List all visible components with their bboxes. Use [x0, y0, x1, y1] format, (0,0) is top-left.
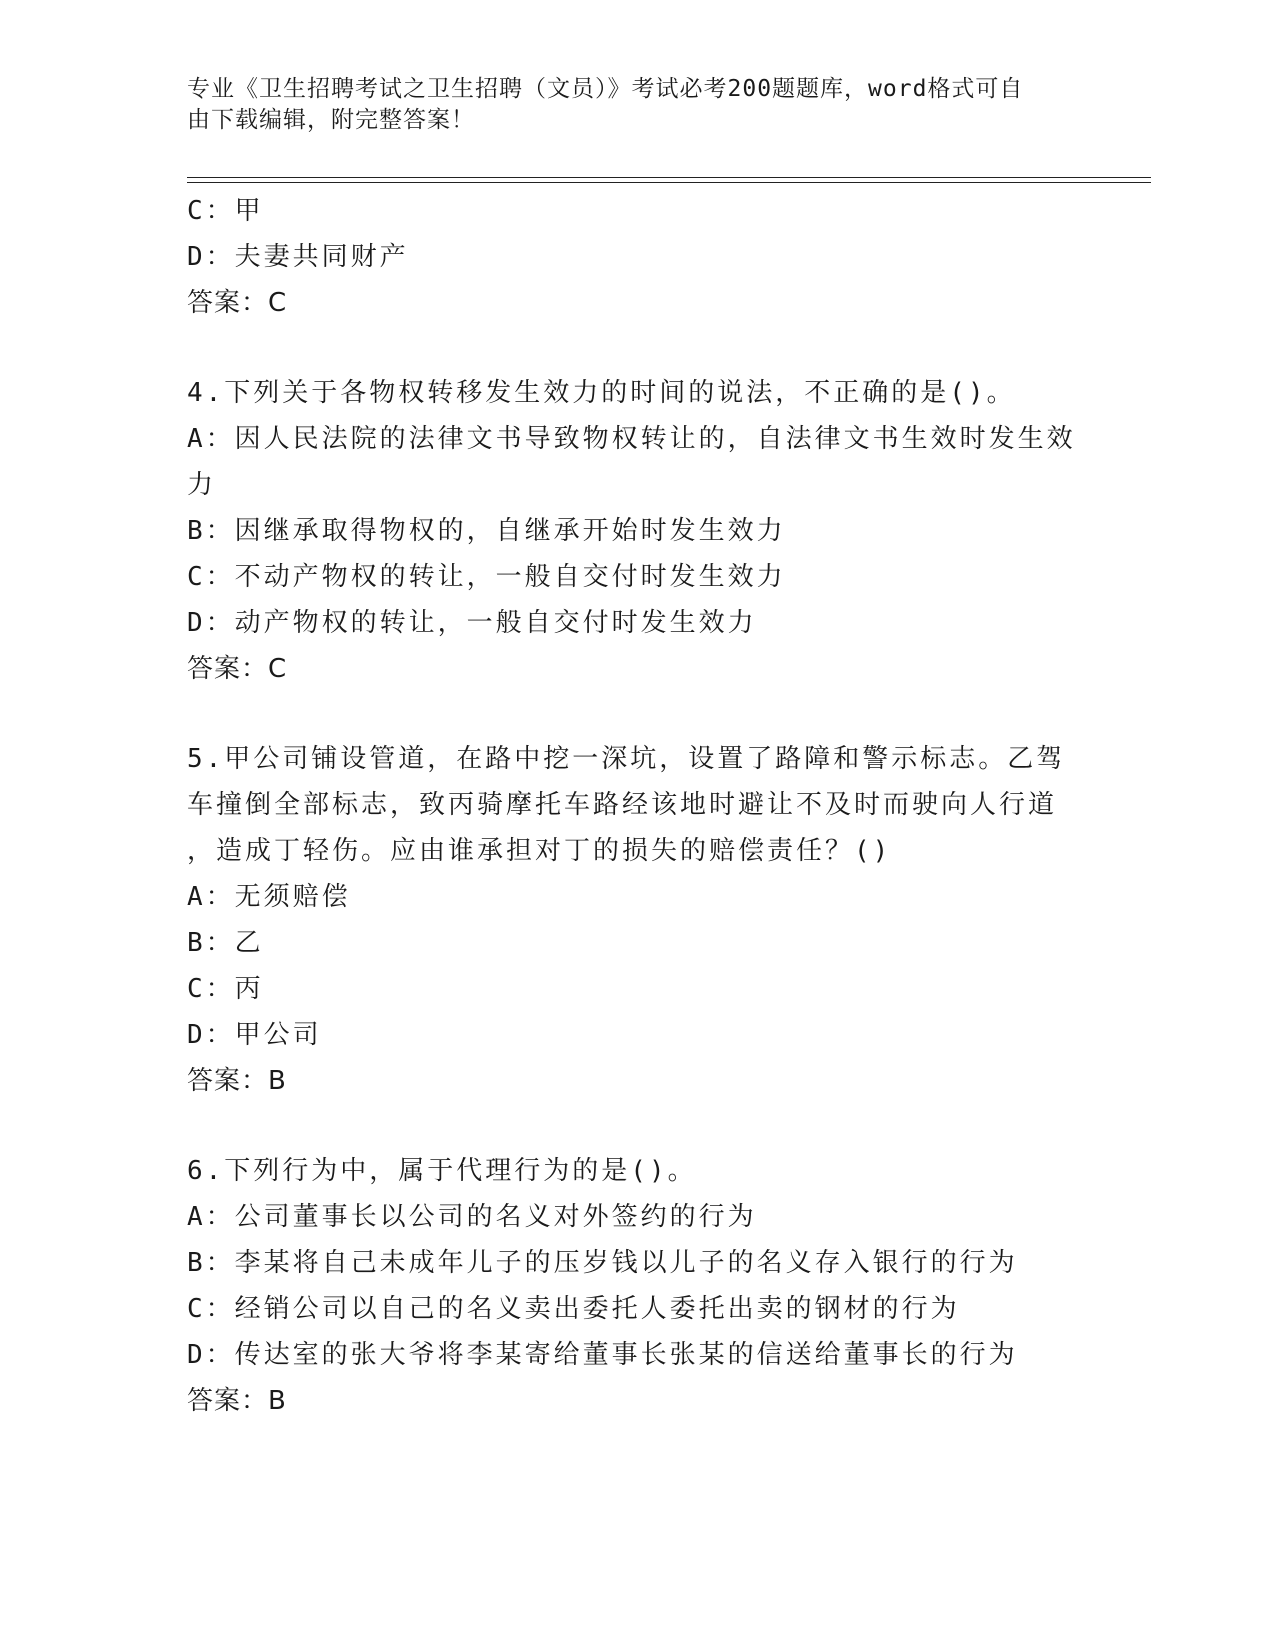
option-c: C：丙	[187, 974, 264, 1004]
answer: 答案：B	[187, 1386, 287, 1416]
spacer	[187, 326, 1087, 370]
spacer	[187, 1104, 1087, 1148]
document-header	[187, 74, 1087, 136]
option-a-line-1: A：因人民法院的法律文书导致物权转让的，自法律文书生效时发生效	[187, 424, 1076, 454]
question-stem-line-3: ，造成丁轻伤。应由谁承担对丁的损失的赔偿责任？()	[187, 836, 892, 866]
option-d: D：夫妻共同财产	[187, 242, 409, 272]
header-divider-top	[187, 177, 1151, 178]
question-4	[187, 370, 1087, 692]
question-stem: 4.下列关于各物权转移发生效力的时间的说法，不正确的是()。	[187, 378, 1016, 408]
question-6	[187, 1148, 1087, 1424]
question-partial	[187, 188, 1087, 326]
question-stem-line-2: 车撞倒全部标志，致丙骑摩托车路经该地时避让不及时而驶向人行道	[187, 790, 1058, 820]
answer: 答案：B	[187, 1066, 287, 1096]
option-d: D：传达室的张大爷将李某寄给董事长张某的信送给董事长的行为	[187, 1340, 1018, 1370]
spacer	[187, 692, 1087, 736]
option-a: A：公司董事长以公司的名义对外签约的行为	[187, 1202, 757, 1232]
option-a: A：无须赔偿	[187, 882, 351, 912]
question-stem-line-1: 5.甲公司铺设管道，在路中挖一深坑，设置了路障和警示标志。乙驾	[187, 744, 1066, 774]
header-line-1: 专业《卫生招聘考试之卫生招聘（文员）》考试必考200题题库，word格式可自	[187, 76, 1024, 102]
option-d: D：甲公司	[187, 1020, 322, 1050]
option-c: C：甲	[187, 196, 264, 226]
header-line-2: 由下载编辑，附完整答案！	[187, 107, 475, 133]
question-list	[187, 188, 1087, 1424]
question-5	[187, 736, 1087, 1104]
answer: 答案：C	[187, 654, 288, 684]
option-b: B：李某将自己未成年儿子的压岁钱以儿子的名义存入银行的行为	[187, 1248, 1018, 1278]
option-a-line-2: 力	[187, 470, 217, 500]
header-divider-bottom	[187, 182, 1151, 183]
option-b: B：乙	[187, 928, 264, 958]
question-stem: 6.下列行为中，属于代理行为的是()。	[187, 1156, 697, 1186]
option-c: C：不动产物权的转让，一般自交付时发生效力	[187, 562, 786, 592]
answer: 答案：C	[187, 288, 288, 318]
option-d: D：动产物权的转让，一般自交付时发生效力	[187, 608, 757, 638]
option-b: B：因继承取得物权的，自继承开始时发生效力	[187, 516, 786, 546]
option-c: C：经销公司以自己的名义卖出委托人委托出卖的钢材的行为	[187, 1294, 960, 1324]
